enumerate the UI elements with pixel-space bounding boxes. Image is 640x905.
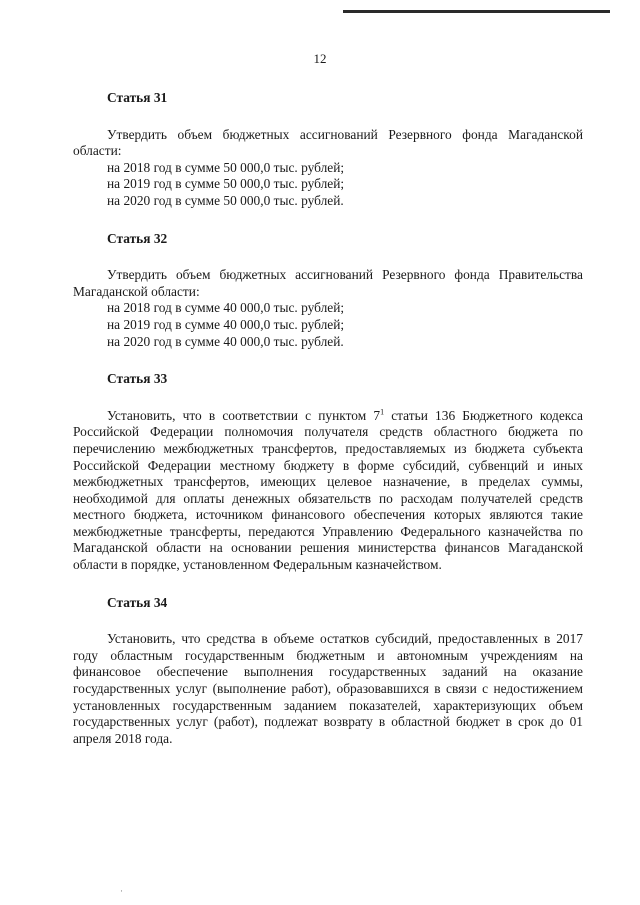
paragraph-text-start: Установить, что в соответствии с пунктом 7: [107, 407, 381, 423]
list-item: на 2019 год в сумме 50 000,0 тыс. рублей;: [107, 176, 345, 192]
list-item: на 2019 год в сумме 40 000,0 тыс. рублей;: [107, 316, 345, 332]
article-heading: Статья 31: [107, 90, 168, 105]
article-heading: Статья 32: [107, 230, 168, 246]
article-34: [73, 595, 583, 748]
article-paragraph: [73, 408, 583, 574]
list-item: на 2020 год в сумме 40 000,0 тыс. рублей.: [107, 333, 344, 349]
article-paragraph: Установить, что средства в объеме остатков субсидий, предоставленных в 2017 году областным государственным бюджетным и автономным учреждениям на финансовое обеспечение выполнения государственных заданий на оказание государственных услуг (выполнение работ), образовавшихся в связи с недостижением установленных государственным заданием показателей, характеризующих объем государственных услуг (работ), подлежат возврату в областной бюджет в срок до 01 апреля 2018 года.: [73, 631, 583, 746]
superscript-index: 1: [380, 407, 385, 417]
article-paragraph: Утвердить объем бюджетных ассигнований Резервного фонда Магаданской области:: [73, 126, 583, 159]
list-item: на 2018 год в сумме 50 000,0 тыс. рублей;: [107, 159, 345, 175]
list-item: на 2020 год в сумме 50 000,0 тыс. рублей.: [107, 192, 344, 208]
article-paragraph: Утвердить объем бюджетных ассигнований Резервного фонда Правительства Магаданской области:: [73, 267, 583, 299]
top-rule: [343, 10, 610, 13]
scan-speck: ·: [120, 886, 123, 896]
list-item: на 2018 год в сумме 40 000,0 тыс. рублей;: [107, 300, 345, 316]
article-heading: Статья 33: [107, 371, 168, 387]
article-31: [73, 90, 583, 210]
document-body: [73, 90, 583, 768]
article-heading: Статья 34: [107, 594, 168, 610]
article-33: [73, 371, 583, 574]
paragraph-text-rest: статьи 136 Бюджетного кодекса Российской Федерации полномочия получателя средств областного бюджета по перечислению межбюджетных трансфертов, предоставляемых из бюджета субъекта Российской Федерации местному бюджету в форме субсидий, субвенций и иных межбюджетных трансфертов, имеющих целевое назначение, в пределах суммы, необходимой для оплаты денежных обязательств по расходам получателей средств местного бюджета, источником финансового обеспечения которых являются такие межбюджетные трансферты, передаются Управлению Федерального казначейства по Магаданской области на основании решения министерства финансов Магаданской области в порядке, установленном Федеральным казначейством.: [73, 407, 583, 573]
page-number: 12: [313, 51, 327, 66]
article-32: [73, 231, 583, 351]
